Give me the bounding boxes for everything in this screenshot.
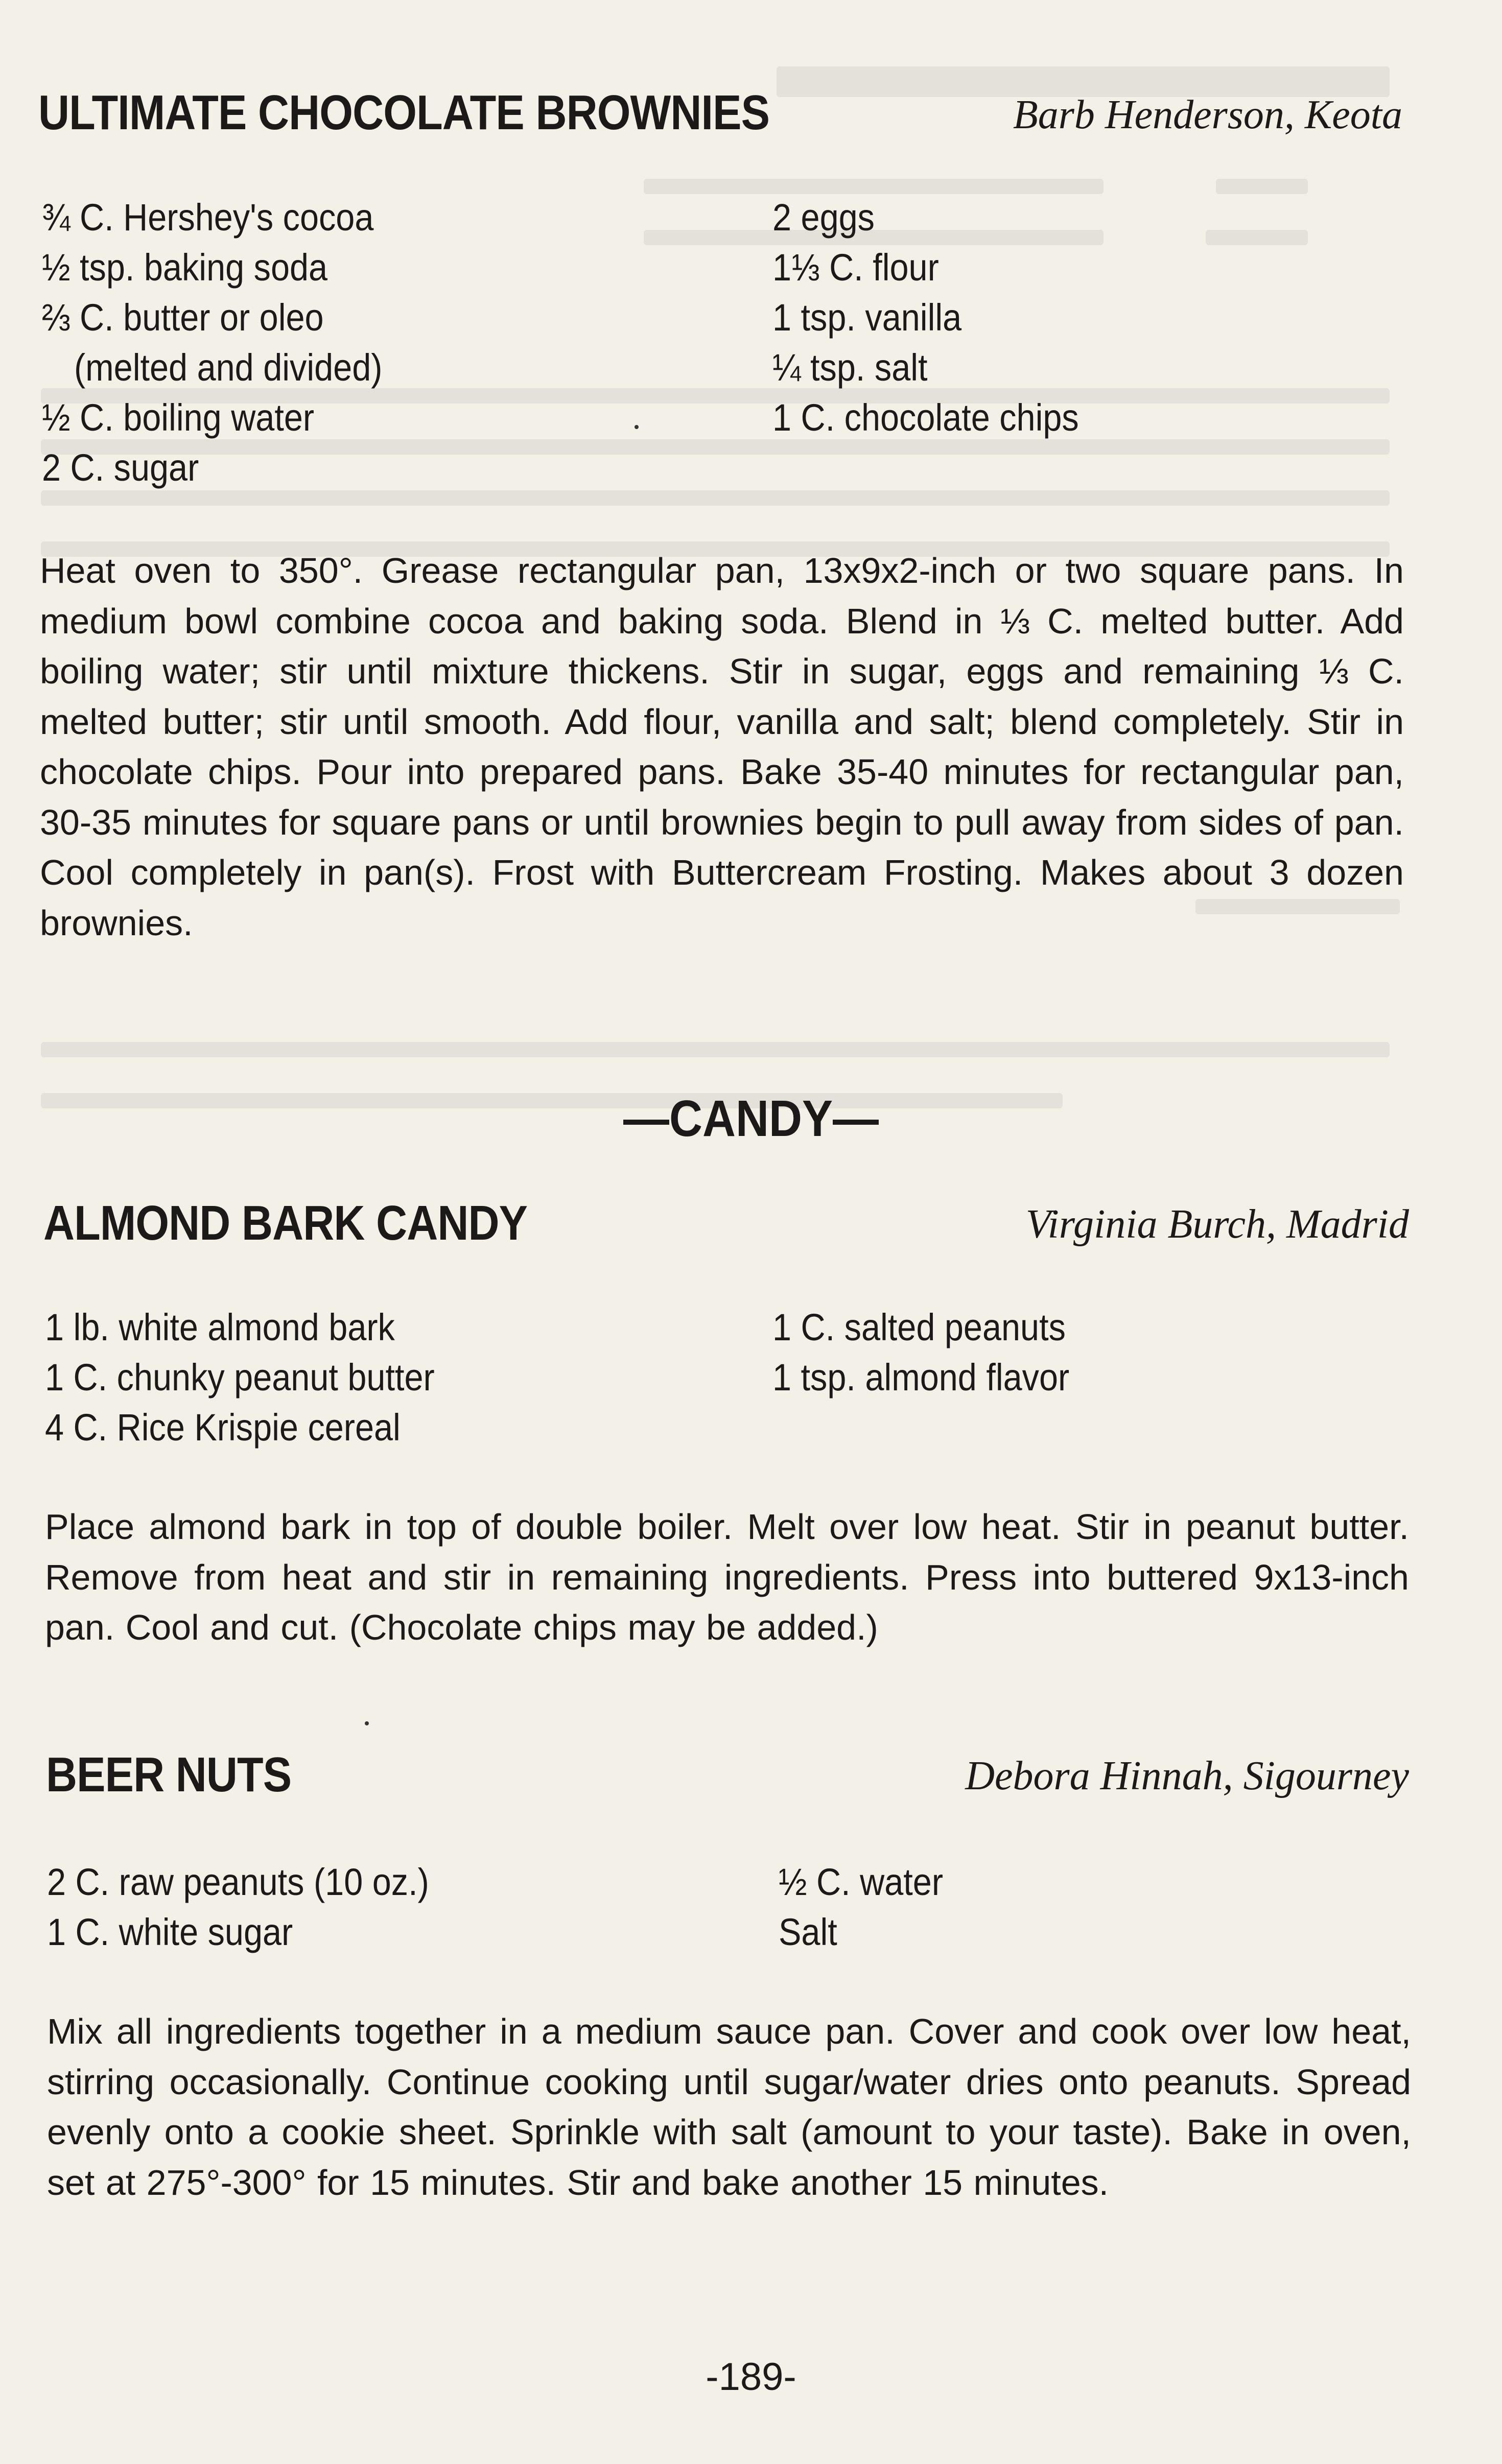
recipe-directions-almond-bark: Place almond bark in top of double boiler. Melt over low heat. Stir in peanut butter. Remove from heat and stir in remaining ingredients. Press into buttered 9x13-inch pan. Cool and cut. (Chocolate chips may be added.) [45, 1507, 1409, 1647]
recipe-author-almond-bark: Virginia Burch, Madrid [1025, 1202, 1409, 1247]
recipe-author-brownies: Barb Henderson, Keota [1013, 92, 1402, 137]
ingredient-line: 1 tsp. almond flavor [772, 1356, 1070, 1399]
ingredient-line: 1 C. chocolate chips [772, 396, 1079, 439]
section-heading-candy: —CANDY— [623, 1090, 879, 1147]
ingredient-line: 1 tsp. vanilla [772, 296, 962, 339]
ingredient-line: ½ tsp. baking soda [42, 246, 328, 289]
ingredient-line: 2 C. sugar [42, 446, 199, 489]
ingredient-line: ¼ tsp. salt [772, 346, 928, 389]
ingredients-left-beer-nuts [47, 1857, 429, 1957]
ingredients-left-brownies [42, 193, 382, 493]
ingredient-line: 2 C. raw peanuts (10 oz.) [47, 1861, 429, 1903]
recipe-directions-beer-nuts: Mix all ingredients together in a medium sauce pan. Cover and cook over low heat, stirring occasionally. Continue cooking until sugar/water dries onto peanuts. Spread evenly onto a cookie sheet. Sprinkle with salt (amount to your taste). Bake in oven, set at 275°-300° for 15 minutes. Stir and bake another 15 minutes. [47, 2011, 1411, 2202]
ingredient-line: 2 eggs [772, 196, 875, 239]
ingredient-line: ½ C. water [779, 1861, 944, 1903]
ingredients-left-almond-bark [45, 1302, 435, 1453]
ingredients-right-almond-bark [772, 1302, 1069, 1403]
ingredients-right-beer-nuts [779, 1857, 943, 1957]
ingredient-line: 1 C. salted peanuts [772, 1306, 1066, 1348]
speck [365, 1721, 369, 1725]
recipe-title-beer-nuts: BEER NUTS [46, 1747, 292, 1802]
ingredient-line: 1 C. chunky peanut butter [45, 1356, 435, 1399]
recipe-directions-brownies: Heat oven to 350°. Grease rectangular pan, 13x9x2-inch or two square pans. In medium bowl combine cocoa and baking soda. Blend in ⅓ C. melted butter. Add boiling water; stir until mixture thickens. Stir in sugar, eggs and remaining ⅓ C. melted butter; stir until smooth. Add flour, vanilla and salt; blend completely. Stir in chocolate chips. Pour into prepared pans. Bake 35-40 minutes for rectangular pan, 30-35 minutes for square pans or until brownies begin to pull away from sides of pan. Cool completely in pan(s). Frost with Buttercream Frosting. Makes about 3 dozen brownies. [40, 551, 1404, 943]
ingredient-line: 1 C. white sugar [47, 1911, 293, 1953]
ingredient-line: 1⅓ C. flour [772, 246, 939, 289]
page-number: -189- [706, 2355, 796, 2399]
ingredient-line: 4 C. Rice Krispie cereal [45, 1406, 401, 1449]
ingredient-line: ¾ C. Hershey's cocoa [42, 196, 374, 239]
ingredient-line: (melted and divided) [74, 346, 383, 389]
speck [635, 425, 639, 429]
ingredient-line: 1 lb. white almond bark [45, 1306, 395, 1348]
recipe-author-beer-nuts: Debora Hinnah, Sigourney [965, 1754, 1409, 1798]
recipe-title-brownies: ULTIMATE CHOCOLATE BROWNIES [38, 85, 770, 140]
ingredients-right-brownies [772, 193, 1079, 443]
recipe-title-almond-bark: ALMOND BARK CANDY [43, 1196, 528, 1250]
ingredient-line: Salt [779, 1911, 837, 1953]
ingredient-line: ⅔ C. butter or oleo [42, 296, 324, 339]
ingredient-line: ½ C. boiling water [42, 396, 315, 439]
